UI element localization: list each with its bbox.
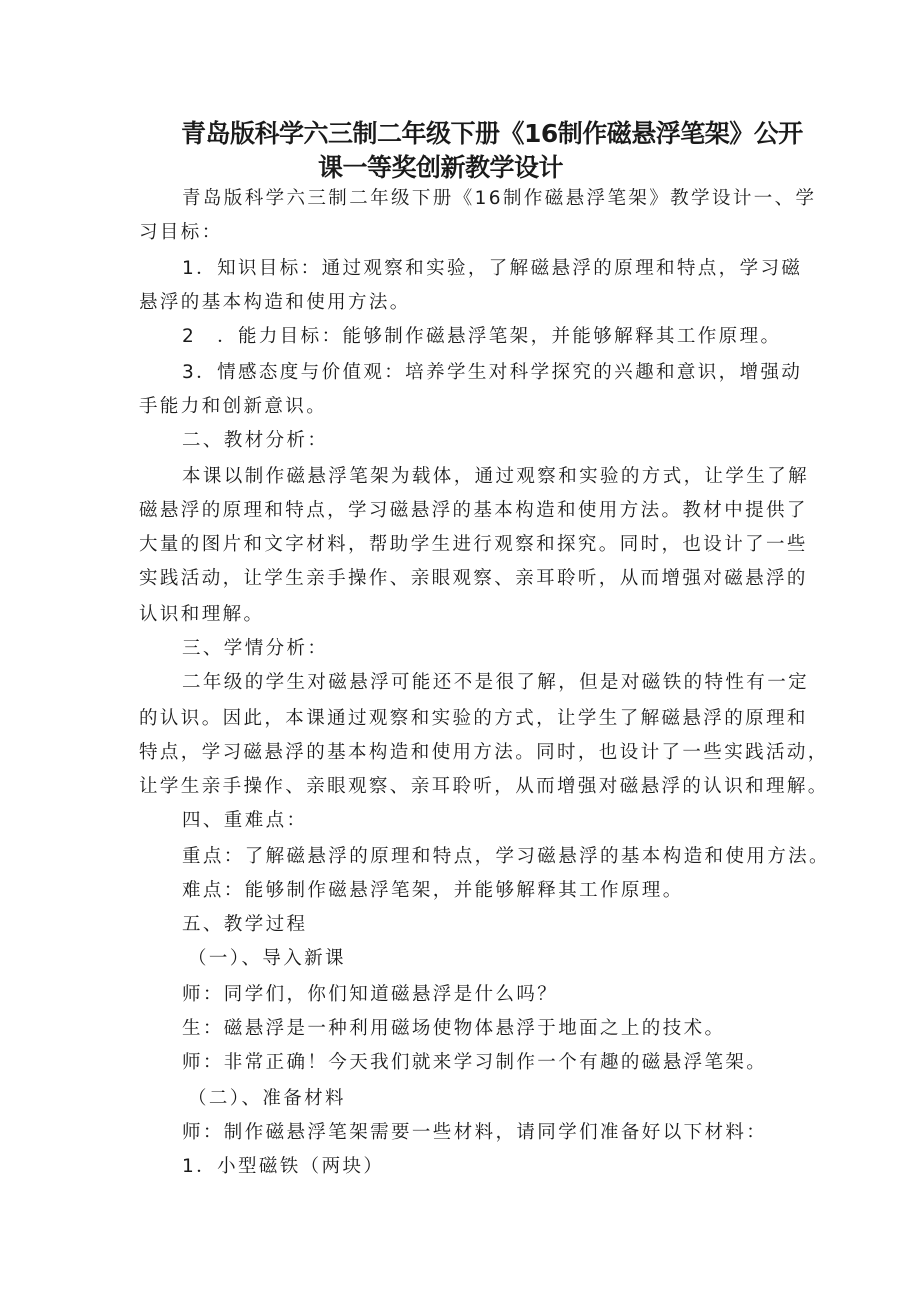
- document-title-line-1: 青岛版科学六三制二年级下册《16制作磁悬浮笔架》公开: [181, 119, 803, 148]
- paragraph-line: 二年级的学生对磁悬浮可能还不是很了解，但是对磁铁的特性有一定: [182, 672, 810, 693]
- dialogue-line: 师：制作磁悬浮笔架需要一些材料，请同学们准备好以下材料：: [182, 1122, 768, 1143]
- document-title-line-2: 课一等奖创新教学设计: [318, 153, 564, 182]
- subsection-heading: （一）、导入新课: [188, 948, 346, 969]
- paragraph-line: 青岛版科学六三制二年级下册《16制作磁悬浮笔架》教学设计一、学: [182, 188, 817, 209]
- paragraph-line: 2 ．能力目标：能够制作磁悬浮笔架，并能够解释其工作原理。: [182, 326, 782, 347]
- section-heading: 二、教材分析：: [182, 430, 329, 451]
- paragraph-line: 磁悬浮的原理和特点，学习磁悬浮的基本构造和使用方法。教材中提供了: [139, 500, 808, 521]
- paragraph-line: 本课以制作磁悬浮笔架为载体，通过观察和实验的方式，让学生了解: [182, 466, 810, 487]
- paragraph-line: 重点：了解磁悬浮的原理和特点，学习磁悬浮的基本构造和使用方法。: [182, 846, 830, 867]
- paragraph-line: 大量的图片和文字材料，帮助学生进行观察和探究。同时，也设计了一些: [139, 534, 808, 555]
- dialogue-line: 师：同学们，你们知道磁悬浮是什么吗？: [182, 984, 559, 1005]
- paragraph-line: 的认识。因此，本课通过观察和实验的方式，让学生了解磁悬浮的原理和: [139, 708, 808, 729]
- section-heading: 五、教学过程: [182, 914, 308, 935]
- paragraph-line: 特点，学习磁悬浮的基本构造和使用方法。同时，也设计了一些实践活动，: [139, 742, 829, 763]
- paragraph-line: 习目标：: [139, 222, 223, 243]
- paragraph-line: 悬浮的基本构造和使用方法。: [139, 292, 411, 313]
- paragraph-line: 难点：能够制作磁悬浮笔架，并能够解释其工作原理。: [182, 880, 684, 901]
- list-item: 1．小型磁铁（两块）: [182, 1156, 385, 1177]
- paragraph-line: 1．知识目标：通过观察和实验，了解磁悬浮的原理和特点，学习磁: [182, 258, 803, 279]
- dialogue-line: 生：磁悬浮是一种利用磁场使物体悬浮于地面之上的技术。: [182, 1018, 726, 1039]
- paragraph-line: 3．情感态度与价值观：培养学生对科学探究的兴趣和意识，增强动: [182, 362, 803, 383]
- paragraph-line: 让学生亲手操作、亲眼观察、亲耳聆听，从而增强对磁悬浮的认识和理解。: [139, 776, 829, 797]
- paragraph-line: 认识和理解。: [139, 604, 265, 625]
- paragraph-line: 手能力和创新意识。: [139, 396, 328, 417]
- dialogue-line: 师：非常正确！今天我们就来学习制作一个有趣的磁悬浮笔架。: [182, 1052, 768, 1073]
- section-heading: 四、重难点：: [182, 810, 308, 831]
- section-heading: 三、学情分析：: [182, 638, 329, 659]
- paragraph-line: 实践活动，让学生亲手操作、亲眼观察、亲耳聆听，从而增强对磁悬浮的: [139, 568, 808, 589]
- subsection-heading: （二）、准备材料: [188, 1088, 346, 1109]
